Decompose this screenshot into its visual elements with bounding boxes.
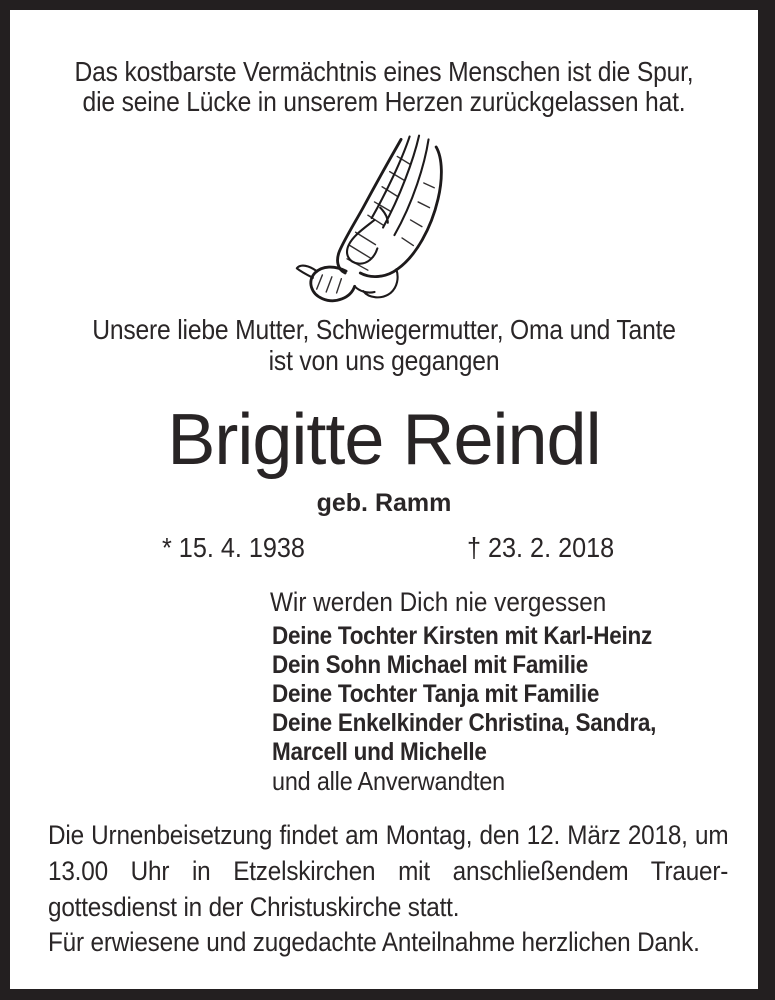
birth-date: * 15. 4. 1938 [162, 532, 305, 563]
mourner-line: Dein Sohn Michael mit Familie [272, 651, 588, 679]
intro-line-2: ist von uns gegangen [268, 345, 500, 376]
mourner-line: Deine Tochter Kirsten mit Karl-Heinz [272, 622, 652, 650]
thanks-line: Für erwiesene und zugedachte Anteilnahme herzlichen Dank. [48, 927, 700, 957]
obituary-card [10, 10, 758, 989]
life-dates [10, 533, 758, 563]
mourners-list [272, 622, 709, 796]
mourners-suffix: und alle Anverwandten [272, 766, 506, 796]
deceased-name: Brigitte Reindl [167, 400, 601, 480]
maiden-name: geb. Ramm [316, 489, 452, 517]
mourner-line: Deine Tochter Tanja mit Familie [272, 680, 600, 708]
epigraph-line: Das kostbarste Vermächtnis eines Menschen ist die Spur, [74, 56, 694, 87]
farewell-line: Wir werden Dich nie vergessen [270, 587, 607, 617]
intro-line [55, 314, 713, 376]
funeral-notice: Die Urnenbeisetzung findet am Montag, den 12. März 2018, um 13.00 Uhr in Etzelskirchen mit anschließendem Trauergottesdienst in der Christuskirche statt. [48, 820, 729, 922]
epigraph-line: die seine Lücke in unserem Herzen zurückgelassen hat. [82, 86, 686, 117]
death-date: † 23. 2. 2018 [467, 532, 615, 563]
praying-hands-icon [289, 128, 479, 310]
epigraph [55, 57, 713, 117]
intro-line-1: Unsere liebe Mutter, Schwiegermutter, Oma und Tante [92, 314, 676, 345]
mourner-line: Deine Enkelkinder Christina, Sandra, [272, 709, 657, 737]
mourner-line: Marcell und Michelle [272, 738, 487, 766]
